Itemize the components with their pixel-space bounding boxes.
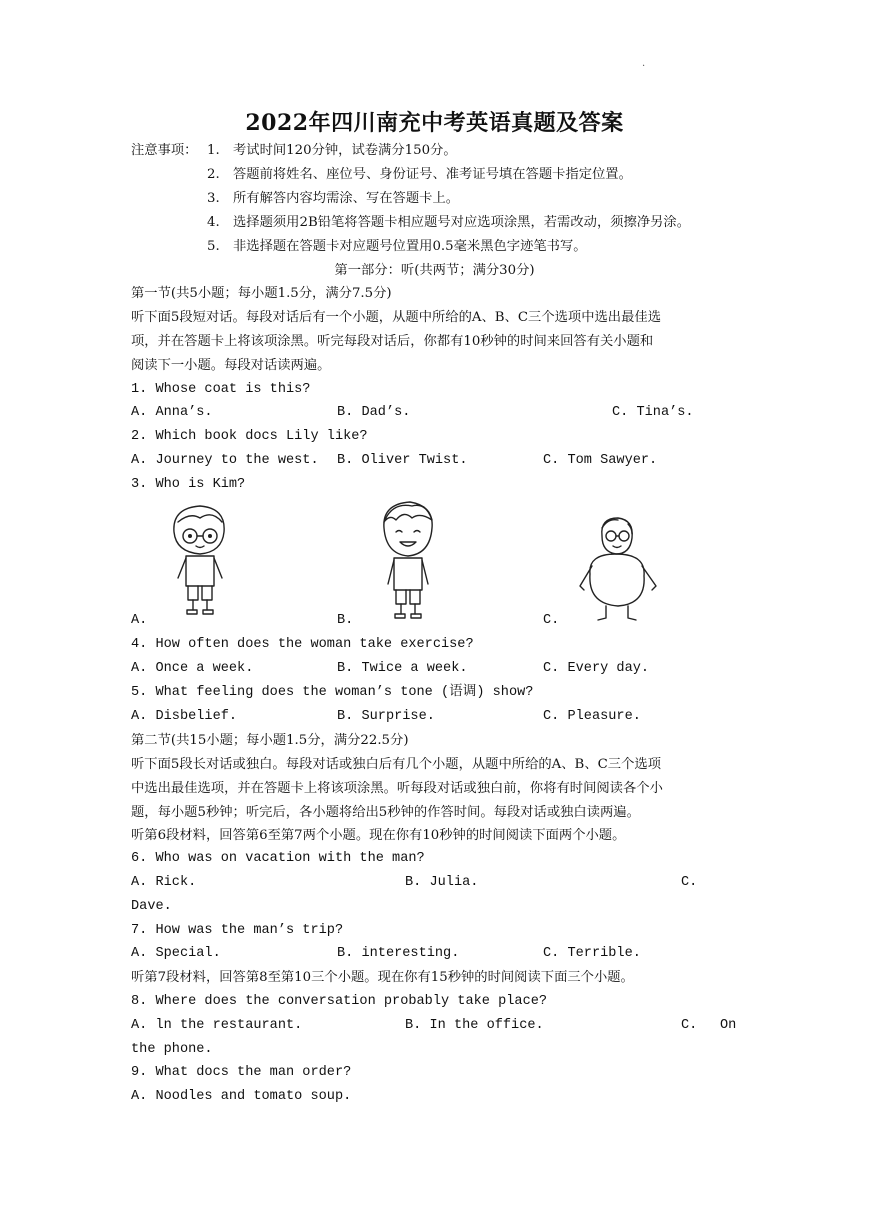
material-7-instruction: 听第7段材料，回答第8至第10三个小题。现在你有15秒钟的时间阅读下面三个小题。	[131, 970, 634, 985]
part1-heading: 第一部分：听(共两节；满分30分)	[334, 263, 535, 278]
notice-label: 注意事项：	[131, 143, 198, 158]
notice-item-3-num: 3.	[207, 191, 220, 206]
q3-option-a: A.	[131, 613, 148, 628]
q8-option-c-text: the phone.	[131, 1042, 213, 1057]
page-mark: .	[642, 58, 646, 69]
q8-option-c-on: On	[720, 1018, 737, 1033]
q7-option-b: B. interesting.	[337, 946, 460, 961]
section1-instruction-2: 项，并在答题卡上将该项涂黑。听完每段对话后，你都有10秒钟的时间来回答有关小题和	[131, 334, 654, 349]
notice-item-5-num: 5.	[207, 239, 220, 254]
section2-heading: 第二节(共15小题；每小题1.5分，满分22.5分)	[131, 733, 409, 748]
smiling-boy-figure	[368, 498, 448, 626]
q5-option-c: C. Pleasure.	[543, 709, 641, 724]
notice-item-5: 非选择题在答题卡对应题号位置用0.5毫米黑色字迹笔书写。	[233, 239, 587, 254]
q9-stem: 9. What docs the man order?	[131, 1065, 352, 1080]
q3-stem: 3. Who is Kim?	[131, 477, 246, 492]
q5-stem: 5. What feeling does the woman’s tone (语调) show?	[131, 685, 534, 700]
q2-option-b: B. Oliver Twist.	[337, 453, 468, 468]
q4-option-b: B. Twice a week.	[337, 661, 468, 676]
q6-option-c: C.	[681, 875, 698, 890]
q8-option-b: B. In the office.	[405, 1018, 544, 1033]
q1-option-b: B. Dad’s.	[337, 405, 411, 420]
q6-stem: 6. Who was on vacation with the man?	[131, 851, 425, 866]
q2-option-c: C. Tom Sawyer.	[543, 453, 658, 468]
q6-option-a: A. Rick.	[131, 875, 197, 890]
section1-instruction-3: 阅读下一小题。每段对话读两遍。	[131, 358, 331, 373]
q8-option-c: C.	[681, 1018, 698, 1033]
q3-option-c: C.	[543, 613, 560, 628]
q8-stem: 8. Where does the conversation probably take place?	[131, 994, 548, 1009]
material-6-instruction: 听第6段材料，回答第6至第7两个小题。现在你有10秒钟的时间阅读下面两个小题。	[131, 828, 626, 843]
q7-stem: 7. How was the man’s trip?	[131, 923, 344, 938]
page-title: 2022年四川南充中考英语真题及答案	[245, 110, 624, 136]
q6-option-b: B. Julia.	[405, 875, 479, 890]
notice-item-3: 所有解答内容均需涂、写在答题卡上。	[233, 191, 460, 206]
q5-option-a: A. Disbelief.	[131, 709, 238, 724]
q4-option-a: A. Once a week.	[131, 661, 254, 676]
q7-option-c: C. Terrible.	[543, 946, 641, 961]
notice-item-4-num: 4.	[207, 215, 220, 230]
q6-option-c-text: Dave.	[131, 899, 172, 914]
q2-stem: 2. Which book docs Lily like?	[131, 429, 368, 444]
notice-item-1-num: 1.	[207, 143, 220, 158]
chubby-man-figure	[572, 514, 668, 626]
q3-option-b: B.	[337, 613, 354, 628]
q4-stem: 4. How often does the woman take exercise?	[131, 637, 474, 652]
notice-item-4: 选择题须用2B铅笔将答题卡相应题号对应选项涂黑，若需改动，须擦净另涂。	[233, 215, 691, 230]
section2-instruction-1: 听下面5段长对话或独白。每段对话或独白后有几个小题，从题中所给的A、B、C三个选项	[131, 757, 661, 772]
notice-item-2: 答题前将姓名、座位号、身份证号、准考证号填在答题卡指定位置。	[233, 167, 632, 182]
q1-stem: 1. Whose coat is this?	[131, 382, 311, 397]
q7-option-a: A. Special.	[131, 946, 221, 961]
q5-option-b: B. Surprise.	[337, 709, 435, 724]
notice-item-2-num: 2.	[207, 167, 220, 182]
q8-option-a: A. ln the restaurant.	[131, 1018, 303, 1033]
q1-option-a: A. Anna’s.	[131, 405, 213, 420]
q4-option-c: C. Every day.	[543, 661, 650, 676]
section2-instruction-2: 中选出最佳选项，并在答题卡上将该项涂黑。听每段对话或独白前，你将有时间阅读各个小	[131, 781, 663, 796]
notice-item-1: 考试时间120分钟，试卷满分150分。	[233, 143, 457, 158]
q2-option-a: A. Journey to the west.	[131, 453, 319, 468]
boy-with-glasses-figure	[160, 500, 240, 620]
section1-instruction-1: 听下面5段短对话。每段对话后有一个小题，从题中所给的A、B、C三个选项中选出最佳选	[131, 310, 661, 325]
section2-instruction-3: 题，每小题5秒钟；听完后，各小题将给出5秒钟的作答时间。每段对话或独白读两遍。	[131, 805, 640, 820]
q1-option-c: C. Tina’s.	[612, 405, 694, 420]
section1-heading: 第一节(共5小题；每小题1.5分，满分7.5分)	[131, 286, 392, 301]
q9-option-a: A. Noodles and tomato soup.	[131, 1089, 352, 1104]
